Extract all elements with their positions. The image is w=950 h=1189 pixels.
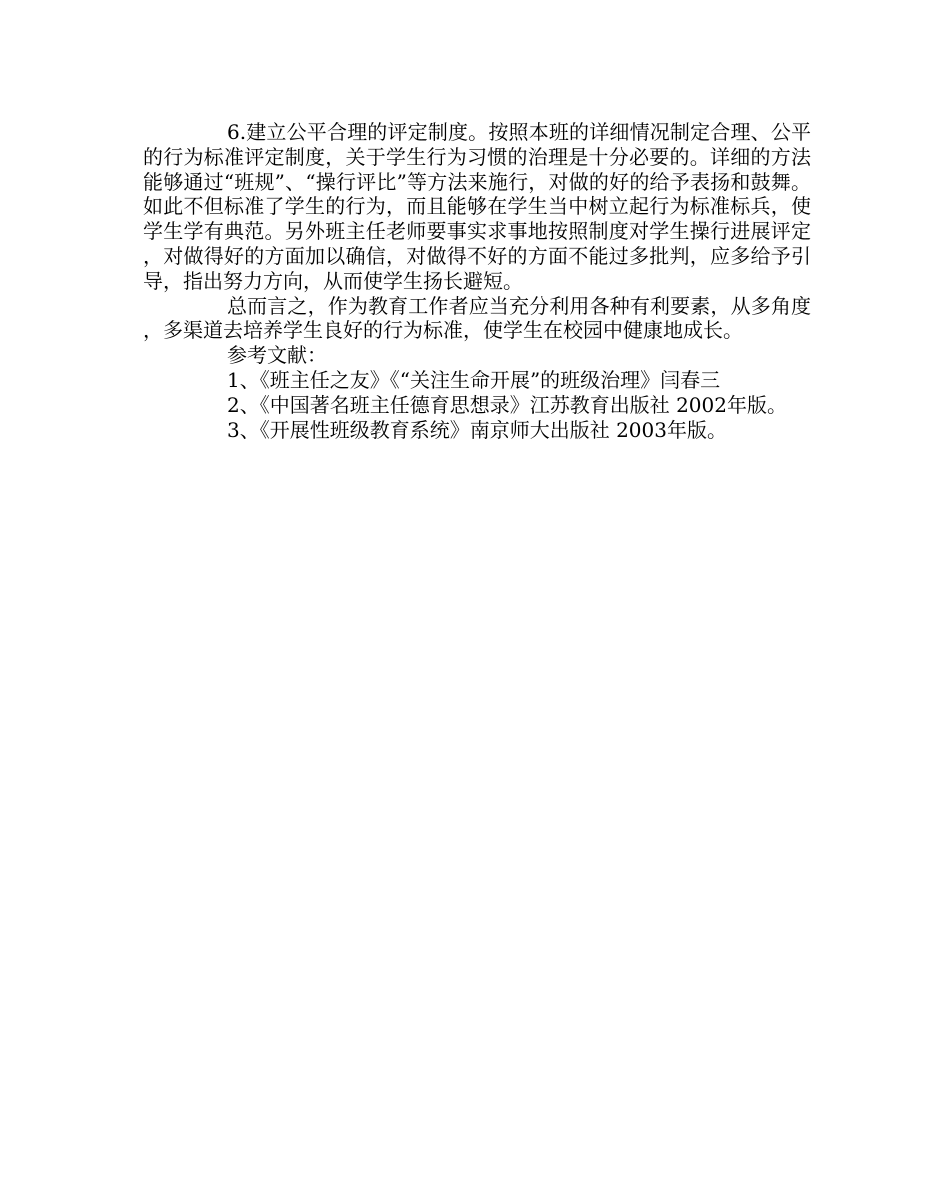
reference-item-2: 2、《中国著名班主任德育思想录》江苏教育出版社 2002年版。: [227, 392, 787, 417]
paragraph-conclusion: 总而言之，作为教育工作者应当充分利用各种有利要素，从多角度，多渠道去培养学生良好的行为标准，使学生在校园中健康地成长。: [143, 293, 811, 343]
reference-item-3: 3、《开展性班级教育系统》南京师大出版社 2003年版。: [227, 417, 727, 442]
reference-item-1: 1、《班主任之友》《“关注生命开展”的班级治理》闫春三: [227, 367, 721, 392]
paragraph-evaluation-system: 6.建立公平合理的评定制度。按照本班的详细情况制定合理、公平的行为标准评定制度，关于学生行为习惯的治理是十分必要的。详细的方法能够通过“班规”、“操行评比”等方法来施行，对做的好的给予表扬和鼓舞。如此不但标准了学生的行为，而且能够在学生当中树立起行为标准标兵，使学生学有典范。另外班主任老师要事实求事地按照制度对学生操行进展评定，对做得好的方面加以确信，对做得不好的方面不能过多批判，应多给予引导，指出努力方向，从而使学生扬长避短。: [143, 120, 811, 293]
document-page: [143, 120, 811, 442]
references-heading: 参考文献：: [227, 343, 327, 368]
